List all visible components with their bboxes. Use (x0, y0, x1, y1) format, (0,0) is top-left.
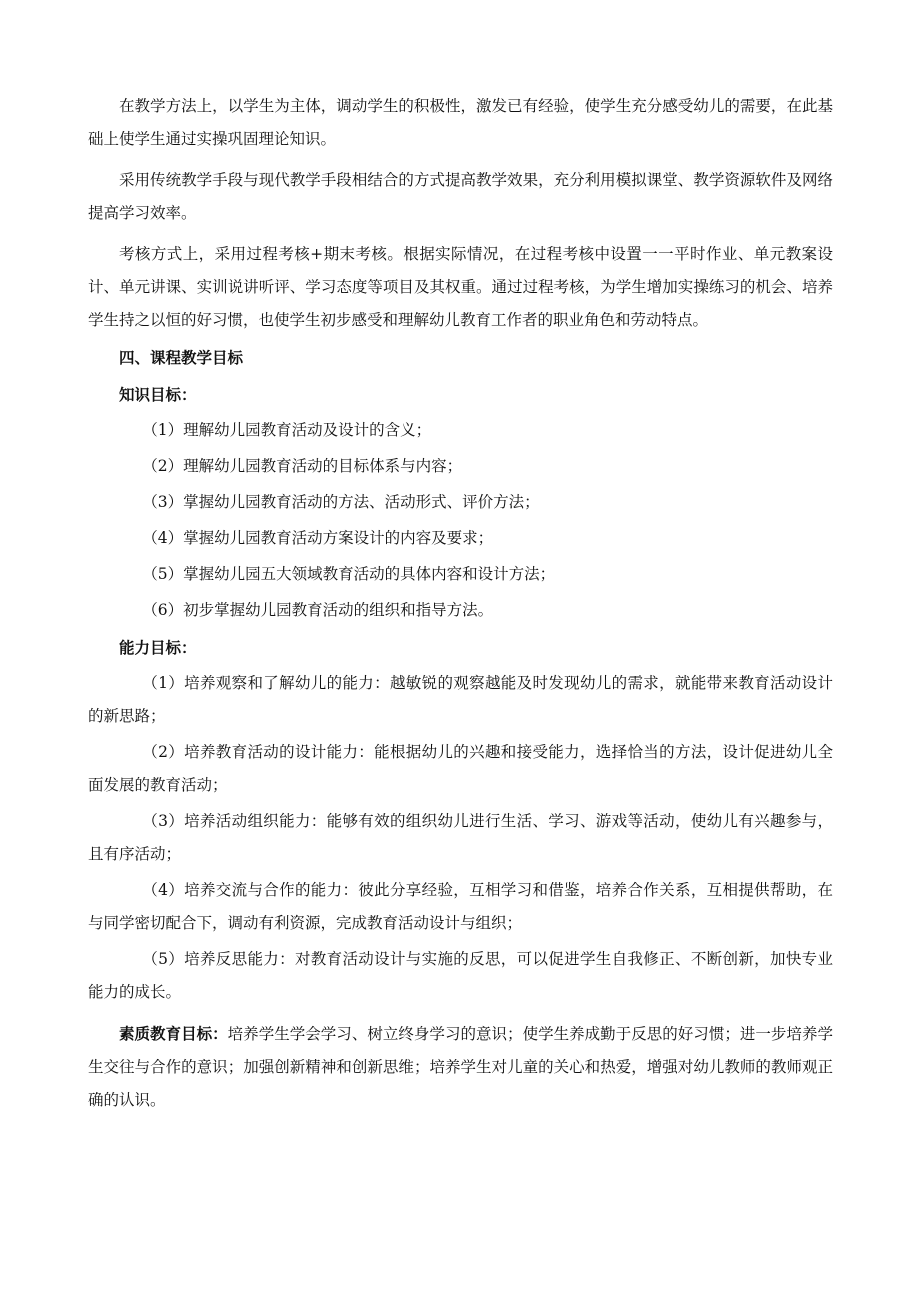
ability-item: （3）培养活动组织能力：能够有效的组织幼儿进行生活、学习、游戏等活动，使幼儿有兴趣参与，且有序活动； (88, 812, 833, 863)
paragraph-teaching-method: 在教学方法上，以学生为主体，调动学生的积极性，激发已有经验，使学生充分感受幼儿的需要，在此基础上使学生通过实操巩固理论知识。 (88, 97, 833, 148)
knowledge-item: （2）理解幼儿园教育活动的目标体系与内容； (142, 457, 463, 475)
knowledge-item: （1）理解幼儿园教育活动及设计的含义； (142, 421, 432, 439)
paragraph-teaching-means: 采用传统教学手段与现代教学手段相结合的方式提高教学效果，充分利用模拟课堂、教学资源软件及网络提高学习效率。 (88, 171, 833, 222)
ability-item: （1）培养观察和了解幼儿的能力：越敏锐的观察越能及时发现幼儿的需求，就能带来教育活动设计的新思路； (88, 674, 833, 725)
quality-paragraph (88, 1017, 833, 1117)
quality-label: 素质教育目标： (119, 1024, 228, 1043)
paragraph-assessment: 考核方式上，采用过程考核+期末考核。根据实际情况，在过程考核中设置一一平时作业、单元教案设计、单元讲课、实训说讲听评、学习态度等项目及其权重。通过过程考核，为学生增加实操练习的机会、培养学生持之以恒的好习惯，也使学生初步感受和理解幼儿教育工作者的职业角色和劳动特点。 (88, 245, 833, 329)
section-heading: 四、课程教学目标 (119, 348, 244, 367)
ability-item: （5）培养反思能力：对教育活动设计与实施的反思，可以促进学生自我修正、不断创新，加快专业能力的成长。 (88, 950, 833, 1001)
ability-item: （4）培养交流与合作的能力：彼此分享经验，互相学习和借鉴，培养合作关系，互相提供帮助，在与同学密切配合下，调动有利资源，完成教育活动设计与组织； (88, 881, 833, 932)
knowledge-item: （5）掌握幼儿园五大领域教育活动的具体内容和设计方法； (142, 565, 556, 583)
document-page (88, 90, 833, 1117)
ability-heading: 能力目标： (119, 638, 197, 657)
knowledge-heading: 知识目标： (119, 385, 197, 404)
knowledge-item: （6）初步掌握幼儿园教育活动的组织和指导方法。 (142, 601, 494, 619)
ability-item: （2）培养教育活动的设计能力：能根据幼儿的兴趣和接受能力，选择恰当的方法，设计促进幼儿全面发展的教育活动； (88, 743, 833, 794)
knowledge-item: （3）掌握幼儿园教育活动的方法、活动形式、评价方法； (142, 493, 540, 511)
knowledge-item: （4）掌握幼儿园教育活动方案设计的内容及要求； (142, 529, 494, 547)
quality-text: 培养学生学会学习、树立终身学习的意识；使学生养成勤于反思的好习惯；进一步培养学生交往与合作的意识；加强创新精神和创新思维；培养学生对儿童的关心和热爱，增强对幼儿教师的教师观正确的认识。 (88, 1025, 833, 1109)
